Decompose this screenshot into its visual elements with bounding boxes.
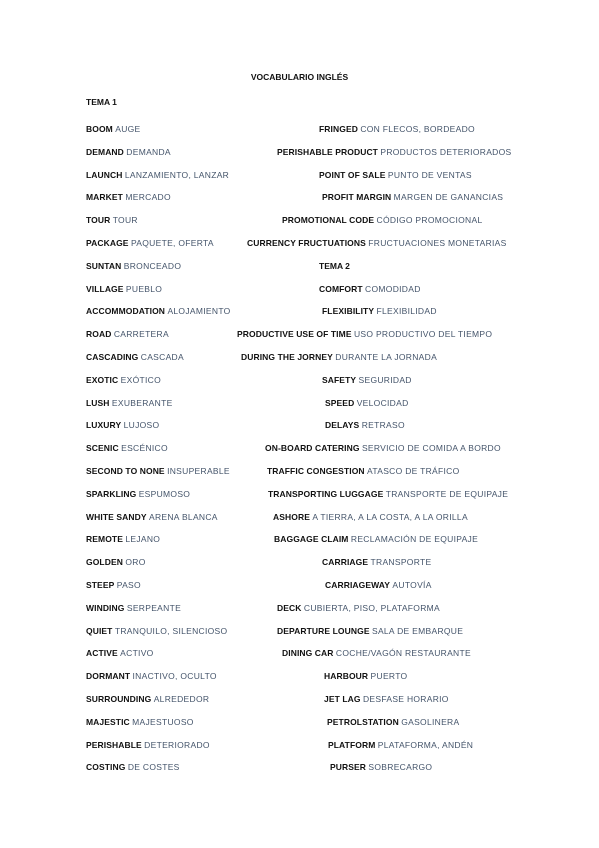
vocab-entry [322,192,503,203]
vocab-entry [325,420,405,431]
english-term: PERISHABLE [86,739,142,750]
english-term: SPARKLING [86,488,137,499]
spanish-translation: PLATAFORMA, ANDÉN [377,739,474,750]
english-term: WINDING [86,602,125,613]
spanish-translation: PUEBLO [125,283,163,294]
spanish-translation: GASOLINERA [401,716,460,727]
english-term: LAUNCH [86,169,123,180]
vocab-entry [328,740,473,751]
english-term: DELAYS [325,420,360,431]
spanish-translation: VELOCIDAD [356,397,409,408]
english-term: CURRENCY FRUCTUATIONS [247,238,366,248]
vocab-entry [86,580,141,591]
spanish-translation: LEJANO [125,534,161,545]
spanish-translation: PASO [116,580,141,590]
vocab-entry [267,466,460,477]
spanish-translation: ATASCO DE TRÁFICO [367,466,460,476]
page-title: VOCABULARIO INGLÉS [250,72,349,82]
vocab-entry [86,306,231,317]
spanish-translation: PUNTO DE VENTAS [387,169,472,180]
english-term: DORMANT [86,671,131,682]
spanish-translation: LANZAMIENTO, LANZAR [124,169,230,180]
vocab-entry [86,603,181,614]
spanish-translation: ACTIVO [120,648,154,659]
english-term: CARRIAGEWAY [325,580,391,590]
english-term: WHITE SANDY [86,511,147,522]
vocab-entry [325,398,409,409]
spanish-translation: SERVICIO DE COMIDA A BORDO [361,443,501,454]
english-term: POINT OF SALE [319,169,386,180]
spanish-translation: SEGURIDAD [358,374,412,385]
vocab-entry [277,603,440,614]
spanish-translation: RECLAMACIÓN DE EQUIPAJE [350,534,479,545]
spanish-translation: DEMANDA [126,146,171,157]
spanish-translation: TRANQUILO, SILENCIOSO [114,625,228,636]
spanish-translation: RETRASO [361,420,405,431]
vocab-entry [327,717,459,728]
vocab-entry [86,284,162,295]
spanish-translation: ORO [125,557,146,568]
english-term: STEEP [86,580,115,590]
spanish-translation: PAQUETE, OFERTA [130,238,214,248]
vocab-entry [322,557,431,568]
english-term: EXOTIC [86,374,119,385]
spanish-translation: INACTIVO, OCULTO [132,671,217,682]
vocab-entry [282,648,471,659]
vocab-entry [86,398,173,409]
vocab-entry [86,352,184,363]
vocab-entry [86,717,194,728]
vocab-entry [86,694,209,705]
spanish-translation: DURANTE LA JORNADA [335,352,438,362]
vocab-entry [86,762,180,773]
vocab-entry [86,648,154,659]
vocab-entry [237,329,492,340]
english-term: TRAFFIC CONGESTION [267,466,365,476]
english-term: SECOND TO NONE [86,466,165,476]
vocab-entry [265,443,501,454]
english-term: BOOM [86,124,113,134]
vocab-entry [86,329,169,340]
vocab-entry [86,238,214,249]
spanish-translation: PUERTO [370,671,408,682]
spanish-translation: TRANSPORTE DE EQUIPAJE [385,488,509,499]
spanish-translation: LUJOSO [123,420,160,431]
english-term: PETROLSTATION [327,716,399,727]
english-term: BAGGAGE CLAIM [274,534,349,545]
english-term: SPEED [325,397,355,408]
spanish-translation: AUTOVÍA [392,580,432,590]
spanish-translation: TOUR [112,215,138,226]
spanish-translation: FRUCTUACIONES MONETARIAS [368,238,507,248]
section-heading-tema-1: TEMA 1 [86,97,117,107]
vocab-entry [319,170,472,181]
vocab-entry [319,124,475,135]
vocab-entry [86,740,210,751]
vocab-entry [330,762,432,773]
spanish-translation: DESFASE HORARIO [362,694,449,704]
spanish-translation: MARGEN DE GANANCIAS [393,192,504,203]
vocab-entry [86,147,171,158]
spanish-translation: USO PRODUCTIVO DEL TIEMPO [353,329,493,340]
spanish-translation: CÓDIGO PROMOCIONAL [376,215,483,226]
english-term: SUNTAN [86,260,122,271]
vocab-entry [86,466,230,477]
english-term: MARKET [86,192,123,203]
spanish-translation: BRONCEADO [123,260,182,271]
english-term: SURROUNDING [86,694,152,704]
english-term: CARRIAGE [322,557,369,568]
english-term: REMOTE [86,534,123,545]
english-term: FLEXIBILITY [322,306,375,317]
english-term: PRODUCTIVE USE OF TIME [237,329,352,340]
spanish-translation: DE COSTES [127,762,180,773]
spanish-translation: ARENA BLANCA [148,511,218,522]
english-term: ROAD [86,329,112,340]
spanish-translation: MERCADO [125,192,171,203]
vocab-entry [247,238,507,249]
spanish-translation: TRANSPORTE [370,557,432,568]
vocab-entry [86,443,168,454]
spanish-translation: SOBRECARGO [368,762,433,773]
vocab-entry [322,375,412,386]
section-heading-tema-2: TEMA 2 [319,260,350,271]
english-term: LUXURY [86,420,122,431]
english-term: MAJESTIC [86,716,130,727]
english-term: LUSH [86,397,110,408]
vocab-entry [277,626,463,637]
vocab-entry [324,671,407,682]
spanish-translation: CASCADA [140,352,184,362]
vocab-entry [325,580,432,591]
vocab-entry [282,215,483,226]
vocab-entry [86,420,159,431]
vocab-entry [86,261,181,272]
english-term: CASCADING [86,352,139,362]
english-term: PACKAGE [86,238,129,248]
spanish-translation: ALOJAMIENTO [167,306,231,317]
spanish-translation: CUBIERTA, PISO, PLATAFORMA [303,602,440,613]
spanish-translation: EXUBERANTE [111,397,173,408]
english-term: VILLAGE [86,283,124,294]
spanish-translation: AUGE [115,124,141,134]
english-term: TRANSPORTING LUGGAGE [268,488,384,499]
vocab-entry [319,284,421,295]
vocab-entry [273,512,468,523]
spanish-translation: MAJESTUOSO [132,716,194,727]
spanish-translation: A TIERRA, A LA COSTA, A LA ORILLA [312,511,468,522]
spanish-translation: FLEXIBILIDAD [376,306,437,317]
english-term: FRINGED [319,124,358,134]
english-term: HARBOUR [324,671,369,682]
spanish-translation: PRODUCTOS DETERIORADOS [380,146,512,157]
spanish-translation: CARRETERA [113,329,169,340]
vocab-entry [277,147,511,158]
spanish-translation: ALREDEDOR [153,694,210,704]
vocab-entry [322,306,437,317]
vocab-entry [86,512,218,523]
english-term: DEMAND [86,146,124,157]
vocab-entry [86,192,171,203]
spanish-translation: SERPEANTE [126,602,182,613]
english-term: COSTING [86,762,126,773]
english-term: DURING THE JORNEY [241,352,333,362]
vocab-entry [86,489,190,500]
english-term: DECK [277,602,302,613]
vocab-entry [86,671,217,682]
english-term: ACCOMMODATION [86,306,166,317]
english-term: ON-BOARD CATERING [265,443,360,454]
english-term: JET LAG [324,694,361,704]
spanish-translation: DETERIORADO [144,739,210,750]
english-term: PLATFORM [328,739,376,750]
vocab-entry [268,489,508,500]
english-term: QUIET [86,625,113,636]
spanish-translation: EXÓTICO [120,374,161,385]
english-term: SAFETY [322,374,357,385]
vocab-entry [86,534,160,545]
english-term: ASHORE [273,511,310,522]
spanish-translation: ESCÉNICO [121,443,168,454]
spanish-translation: CON FLECOS, BORDEADO [360,124,475,134]
english-term: DEPARTURE LOUNGE [277,625,370,636]
vocab-entry [274,534,478,545]
english-term: COMFORT [319,283,363,294]
spanish-translation: INSUPERABLE [167,466,230,476]
english-term: PURSER [330,762,367,773]
vocab-entry [86,215,138,226]
vocab-entry [241,352,437,363]
vocab-entry [86,557,146,568]
english-term: PROMOTIONAL CODE [282,215,375,226]
vocab-entry [86,626,227,637]
spanish-translation: SALA DE EMBARQUE [371,625,464,636]
spanish-translation: COMODIDAD [365,283,421,294]
english-term: PERISHABLE PRODUCT [277,146,378,157]
english-term: SCENIC [86,443,119,454]
vocab-entry [324,694,449,705]
spanish-translation: COCHE/VAGÓN RESTAURANTE [335,648,471,659]
vocab-entry [86,124,141,135]
spanish-translation: ESPUMOSO [138,488,191,499]
english-term: TOUR [86,215,111,226]
english-term: DINING CAR [282,648,334,659]
english-term: ACTIVE [86,648,118,659]
english-term: PROFIT MARGIN [322,192,392,203]
english-term: GOLDEN [86,557,123,568]
vocab-entry [86,375,161,386]
vocab-entry [86,170,229,181]
